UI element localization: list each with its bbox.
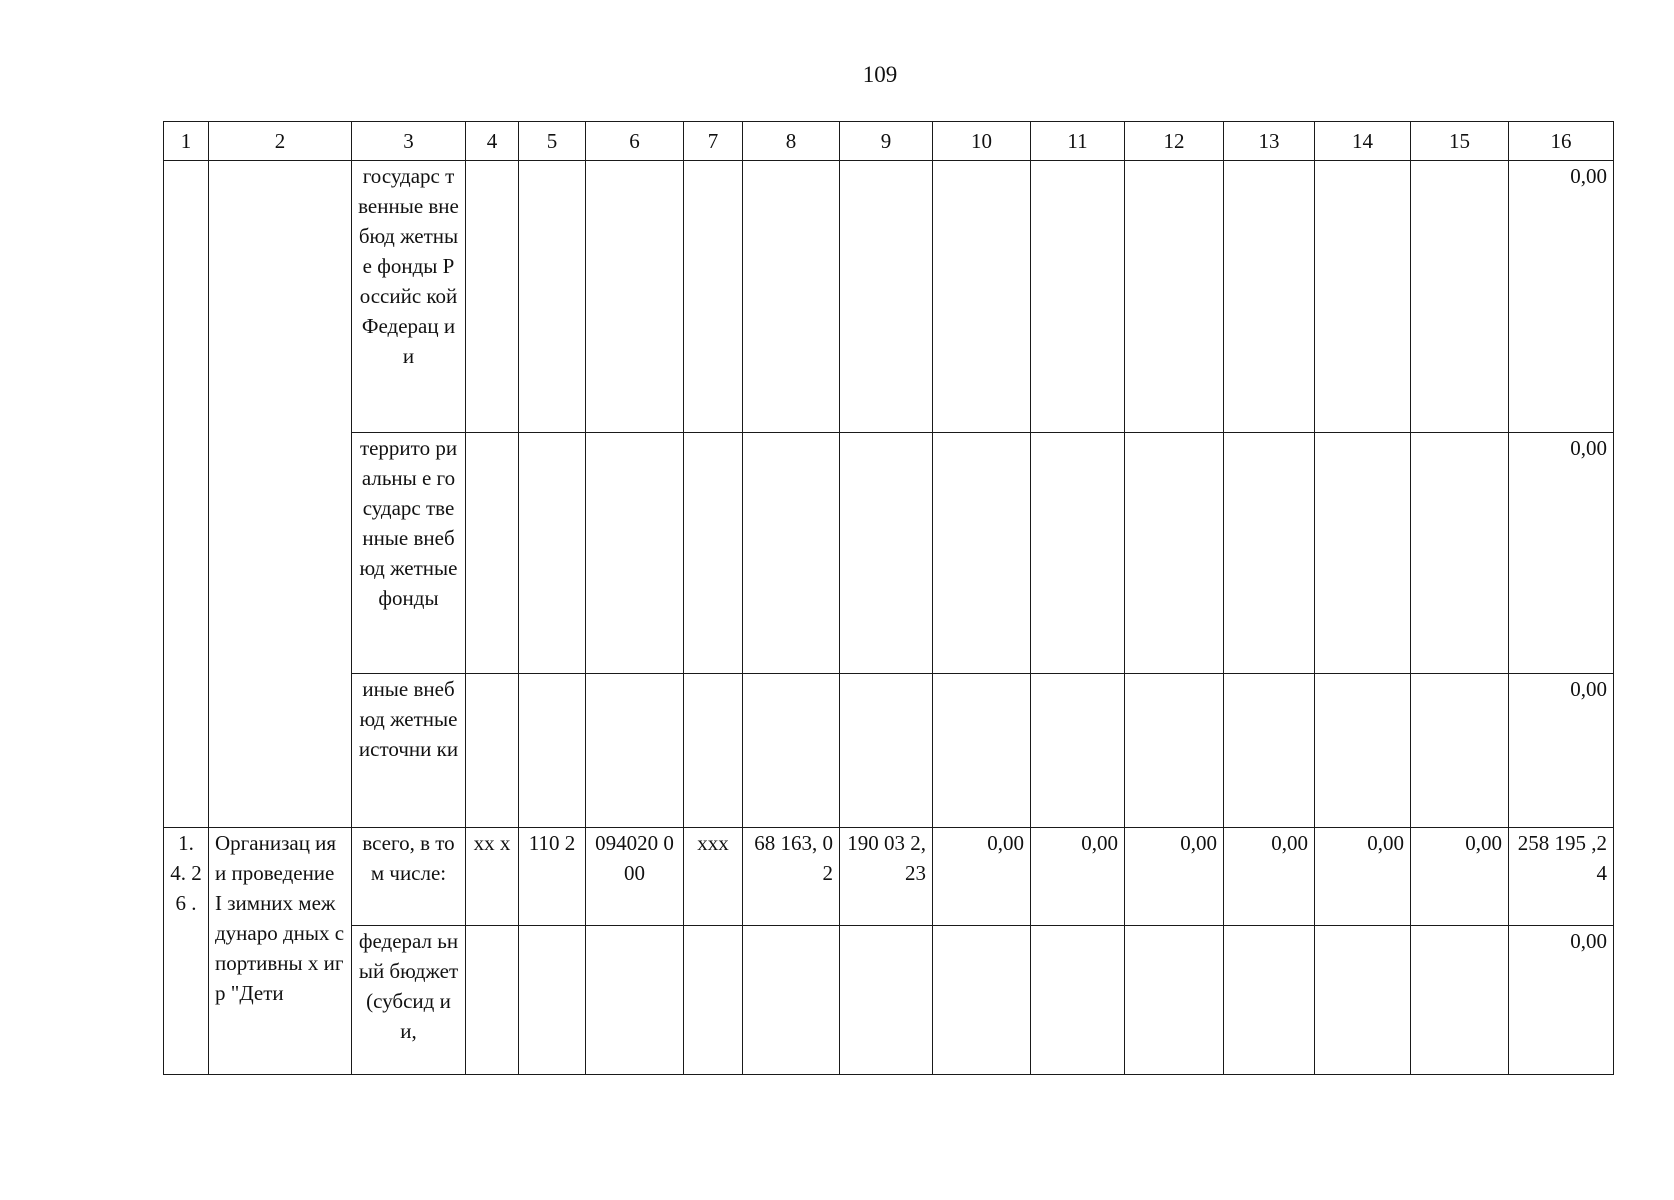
cell-empty [840,433,933,674]
table-row [164,926,1614,1075]
cell-empty [743,161,840,433]
cell-empty [1315,926,1411,1075]
header-cell: 6 [586,122,684,161]
cell-empty [684,674,743,828]
code-cell: 110 2 [519,828,586,926]
cell-empty [519,926,586,1075]
amount-cell: 0,00 [1411,828,1509,926]
cell-empty [1031,926,1125,1075]
header-cell: 14 [1315,122,1411,161]
header-cell: 11 [1031,122,1125,161]
cell-empty [1125,926,1224,1075]
cell-empty [1315,161,1411,433]
cell-empty [586,161,684,433]
cell-empty [933,433,1031,674]
cell-empty [466,433,519,674]
code-cell: ххх [684,828,743,926]
amount-cell: 0,00 [1031,828,1125,926]
item-name-cell: Организац ия и проведение I зимних междунаро дных спортивны х игр "Дети [209,828,352,1075]
code-cell: 094020 000 [586,828,684,926]
cell-empty [840,674,933,828]
cell-empty [586,433,684,674]
cell-empty [1031,674,1125,828]
cell-empty [1224,433,1315,674]
cell-empty [586,674,684,828]
total-cell: 258 195 ,24 [1509,828,1614,926]
header-cell: 5 [519,122,586,161]
budget-table [163,121,1614,1075]
cell-empty [209,161,352,828]
item-number-cell: 1. 4. 26 . [164,828,209,1075]
header-cell: 1 [164,122,209,161]
header-cell: 9 [840,122,933,161]
header-cell: 8 [743,122,840,161]
header-cell: 12 [1125,122,1224,161]
funding-source-cell: иные внебюд жетные источни ки [352,674,466,828]
cell-empty [743,674,840,828]
header-cell: 3 [352,122,466,161]
cell-empty [1224,926,1315,1075]
header-cell: 2 [209,122,352,161]
cell-empty [164,161,209,828]
header-cell: 10 [933,122,1031,161]
amount-cell: 0,00 [1224,828,1315,926]
amount-cell: 0,00 [1125,828,1224,926]
cell-empty [586,926,684,1075]
cell-empty [1125,433,1224,674]
amount-cell: 68 163, 02 [743,828,840,926]
cell-empty [466,161,519,433]
cell-empty [933,674,1031,828]
header-cell: 7 [684,122,743,161]
cell-empty [1315,674,1411,828]
cell-empty [519,161,586,433]
table-row [164,674,1614,828]
cell-empty [1125,161,1224,433]
amount-cell: 0,00 [933,828,1031,926]
cell-empty [519,674,586,828]
funding-source-cell: террито риальны е государс твенные внебюд жетные фонды [352,433,466,674]
amount-cell: 0,00 [1315,828,1411,926]
funding-source-cell: всего, в том числе: [352,828,466,926]
cell-empty [519,433,586,674]
cell-empty [1224,161,1315,433]
cell-empty [1315,433,1411,674]
table-row [164,828,1614,926]
cell-empty [1411,926,1509,1075]
cell-empty [933,926,1031,1075]
header-cell: 4 [466,122,519,161]
funding-source-cell: государс твенные внебюд жетные фонды Российс кой Федерац ии [352,161,466,433]
cell-empty [743,926,840,1075]
total-cell: 0,00 [1509,433,1614,674]
total-cell: 0,00 [1509,674,1614,828]
header-cell: 13 [1224,122,1315,161]
cell-empty [1411,674,1509,828]
code-cell: хх х [466,828,519,926]
cell-empty [466,926,519,1075]
cell-empty [684,433,743,674]
cell-empty [840,161,933,433]
table-row [164,433,1614,674]
cell-empty [1224,674,1315,828]
cell-empty [1411,433,1509,674]
header-row [164,122,1614,161]
cell-empty [684,161,743,433]
cell-empty [840,926,933,1075]
table-row [164,161,1614,433]
cell-empty [684,926,743,1075]
page-number: 109 [862,62,898,87]
cell-empty [933,161,1031,433]
total-cell: 0,00 [1509,161,1614,433]
header-cell: 15 [1411,122,1509,161]
cell-empty [743,433,840,674]
cell-empty [466,674,519,828]
header-cell: 16 [1509,122,1614,161]
amount-cell: 190 03 2,23 [840,828,933,926]
funding-source-cell: федерал ьный бюджет (субсид ии, [352,926,466,1075]
cell-empty [1125,674,1224,828]
cell-empty [1411,161,1509,433]
total-cell: 0,00 [1509,926,1614,1075]
cell-empty [1031,433,1125,674]
cell-empty [1031,161,1125,433]
